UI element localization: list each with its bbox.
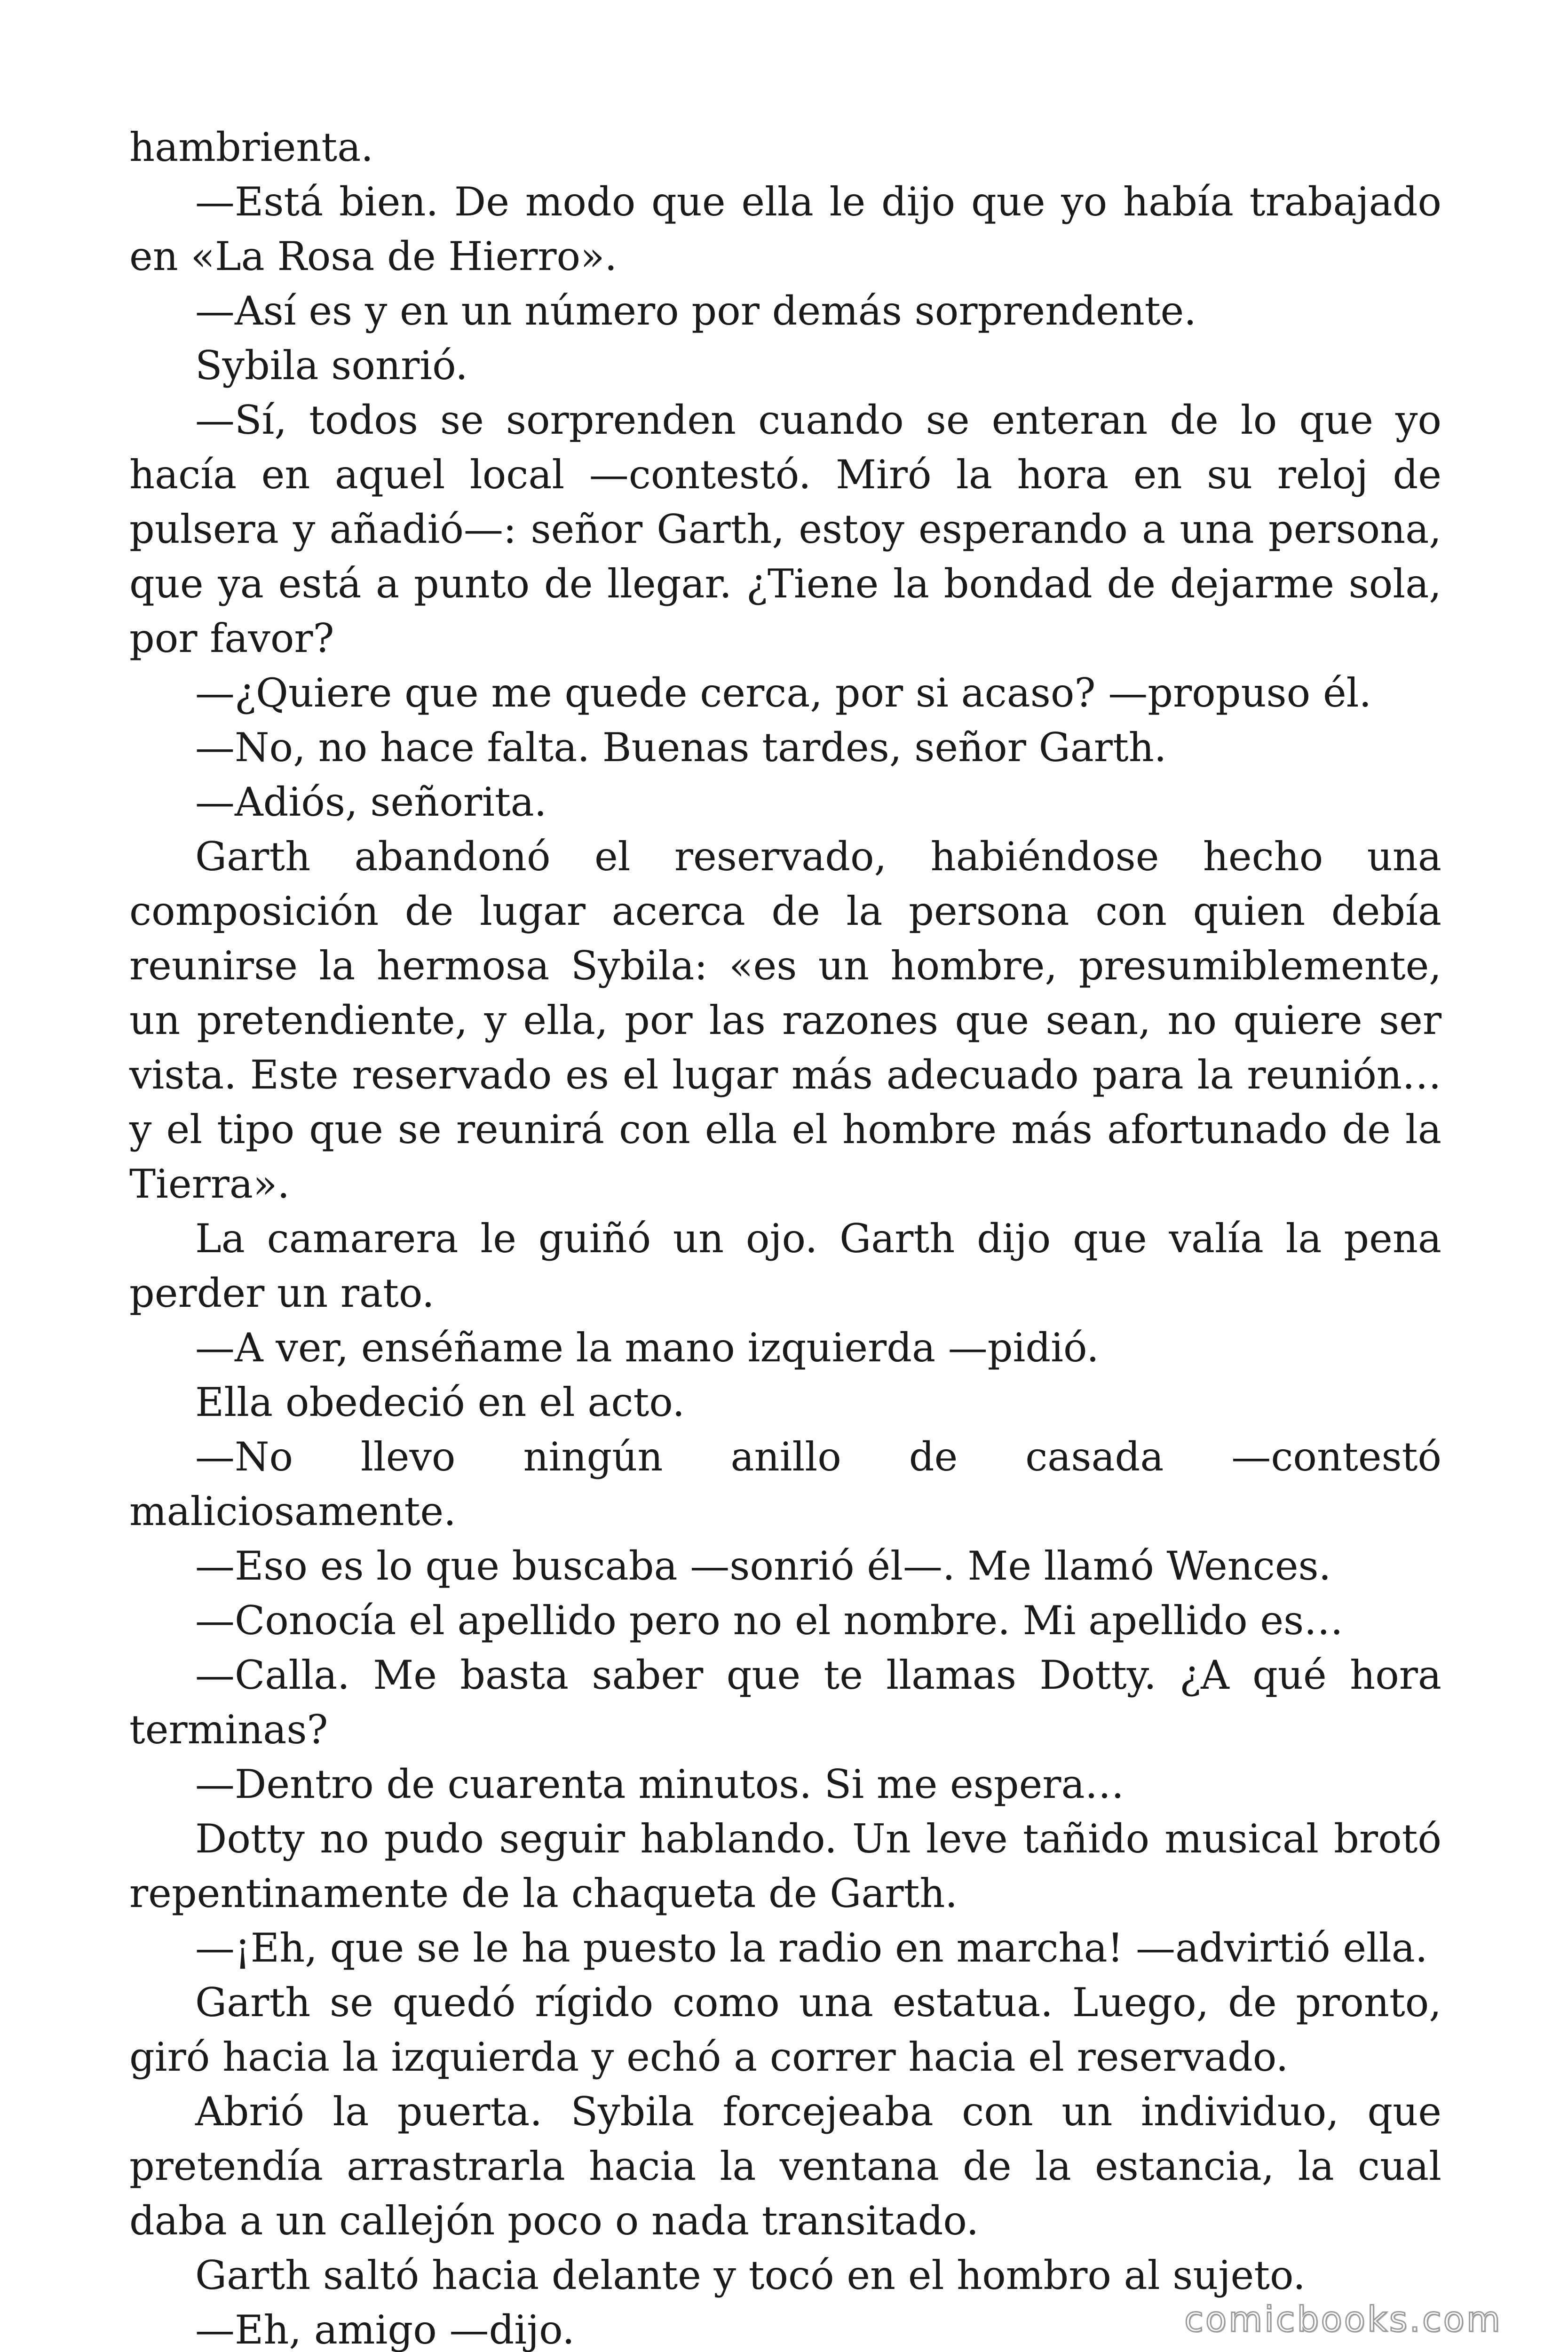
paragraph: —Eso es lo que buscaba —sonrió él—. Me llamó Wences. xyxy=(195,1543,1331,1589)
paragraph: —Está bien. De modo que ella le dijo que yo había trabajado en «La Rosa de Hierro». xyxy=(129,179,1441,279)
paragraph: Garth se quedó rígido como una estatua. Luego, de pronto, giró hacia la izquierda y echó a correr hacia el reservado. xyxy=(129,1979,1441,2080)
paragraph: —Así es y en un número por demás sorprendente. xyxy=(195,288,1196,334)
paragraph: —No, no hace falta. Buenas tardes, señor Garth. xyxy=(195,724,1167,771)
paragraph: La camarera le guiñó un ojo. Garth dijo que valía la pena perder un rato. xyxy=(129,1216,1441,1316)
paragraph: Garth abandonó el reservado, habiéndose hecho una composición de lugar acerca de la persona con quien debía reunirse la hermosa Sybila: «es un hombre, presumiblemente, un pretendiente, y ella, por las razones que sean, no quiere ser vista. Este reservado es el lugar más adecuado para la reunión… y el tipo que se reunirá con ella el hombre más afortunado de la Tierra». xyxy=(129,834,1441,1207)
paragraph: Dotty no pudo seguir hablando. Un leve tañido musical brotó repentinamente de la chaqueta de Garth. xyxy=(129,1816,1441,1916)
paragraph: —¡Eh, que se le ha puesto la radio en marcha! —advirtió ella. xyxy=(195,1925,1428,1971)
paragraph: Abrió la puerta. Sybila forcejeaba con un individuo, que pretendía arrastrarla hacia la ventana de la estancia, la cual daba a un callejón poco o nada transitado. xyxy=(129,2089,1441,2244)
paragraph: —A ver, enséñame la mano izquierda —pidió. xyxy=(195,1325,1099,1371)
paragraph: —Sí, todos se sorprenden cuando se enteran de lo que yo hacía en aquel local —contestó. Miró la hora en su reloj de pulsera y añadió—: señor Garth, estoy esperando a una persona, que ya está a punto de llegar. ¿Tiene la bondad de dejarme sola, por favor? xyxy=(129,397,1441,661)
paragraph: —Calla. Me basta saber que te llamas Dotty. ¿A qué hora terminas? xyxy=(129,1652,1441,1753)
paragraph: Garth saltó hacia delante y tocó en el hombro al sujeto. xyxy=(195,2252,1306,2298)
paragraph: —Conocía el apellido pero no el nombre. Mi apellido es… xyxy=(195,1597,1344,1644)
page-body xyxy=(129,120,1441,2352)
paragraph: —Eh, amigo —dijo. xyxy=(195,2307,575,2352)
watermark: comicbooks.com xyxy=(1184,2299,1502,2340)
paragraph: —No llevo ningún anillo de casada —contestó maliciosamente. xyxy=(129,1434,1441,1534)
paragraph: Sybila sonrió. xyxy=(195,342,468,389)
paragraph: —¿Quiere que me quede cerca, por si acaso? —propuso él. xyxy=(195,670,1372,716)
paragraph: Ella obedeció en el acto. xyxy=(195,1379,685,1425)
paragraph: hambrienta. xyxy=(129,124,373,170)
paragraph: —Dentro de cuarenta minutos. Si me espera… xyxy=(195,1761,1125,1807)
paragraph: —Adiós, señorita. xyxy=(195,779,547,825)
